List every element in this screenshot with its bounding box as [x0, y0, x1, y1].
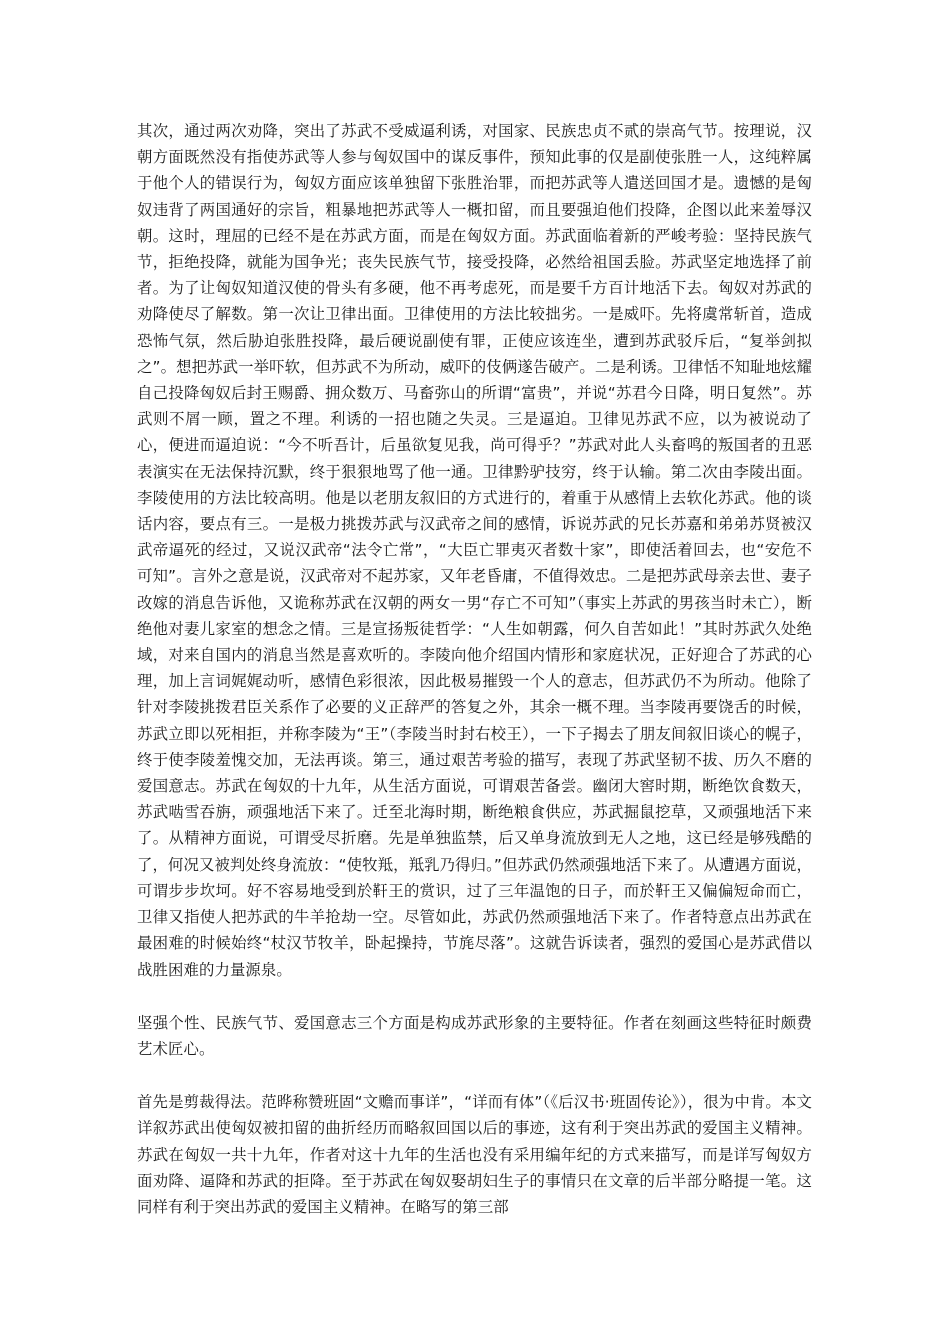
document-page: [137, 118, 812, 1220]
paragraph-body-3: 首先是剪裁得法。范晔称赞班固“文赡而事详”，“详而有体”（《后汉书·班固传论》），很为中肯。本文详叙苏武出使匈奴被扣留的曲折经历而略叙回国以后的事迹，这有利于突出苏武的爱国主义精神。苏武在匈奴一共十九年，作者对这十九年的生活也没有采用编年纪的方式来描写，而是详写匈奴方面劝降、逼降和苏武的拒降。至于苏武在匈奴娶胡妇生子的事情只在文章的后半部分略提一笔。这同样有利于突出苏武的爱国主义精神。在略写的第三部: [137, 1093, 812, 1216]
paragraph-body-2: 坚强个性、民族气节、爱国意志三个方面是构成苏武形象的主要特征。作者在刻画这些特征时颇费艺术匠心。: [137, 1013, 812, 1058]
paragraph-body-1: 其次，通过两次劝降，突出了苏武不受威逼利诱，对国家、民族忠贞不贰的崇高气节。按理说，汉朝方面既然没有指使苏武等人参与匈奴国中的谋反事件，预知此事的仅是副使张胜一人，这纯粹属于他个人的错误行为，匈奴方面应该单独留下张胜治罪，而把苏武等人遣送回国才是。遗憾的是匈奴违背了两国通好的宗旨，粗暴地把苏武等人一概扣留，而且要强迫他们投降，企图以此来羞辱汉朝。这时，理屈的已经不是在苏武方面，而是在匈奴方面。苏武面临着新的严峻考验：坚持民族气节，拒绝投降，就能为国争光；丧失民族气节，接受投降，必然给祖国丢脸。苏武坚定地选择了前者。为了让匈奴知道汉使的骨头有多硬，他不再考虑死，而是要千方百计地活下去。匈奴对苏武的劝降使尽了解数。第一次让卫律出面。卫律使用的方法比较拙劣。一是威吓。先将虞常斩首，造成恐怖气氛，然后胁迫张胜投降，最后硬说副使有罪，正使应该连坐，遭到苏武驳斥后，“复举剑拟之”。想把苏武一举吓软，但苏武不为所动，威吓的伎俩遂告破产。二是利诱。卫律恬不知耻地炫耀自己投降匈奴后封王赐爵、拥众数万、马畜弥山的所谓“富贵”，并说“苏君今日降，明日复然”。苏武则不屑一顾，置之不理。利诱的一招也随之失灵。三是逼迫。卫律见苏武不应，以为被说动了心，便进而逼迫说：“今不听吾计，后虽欲复见我，尚可得乎？”苏武对此人头畜鸣的叛国者的丑恶表演实在无法保持沉默，终于狠狠地骂了他一通。卫律黔驴技穷，终于认输。第二次由李陵出面。李陵使用的方法比较高明。他是以老朋友叙旧的方式进行的，着重于从感情上去软化苏武。他的谈话内容，要点有三。一是极力挑拨苏武与汉武帝之间的感情，诉说苏武的兄长苏嘉和弟弟苏贤被汉武帝逼死的经过，又说汉武帝“法令亡常”，“大臣亡罪夷灭者数十家”，即使活着回去，也“安危不可知”。言外之意是说，汉武帝对不起苏家，又年老昏庸，不值得效忠。二是把苏武母亲去世、妻子改嫁的消息告诉他，又诡称苏武在汉朝的两女一男“存亡不可知”（事实上苏武的男孩当时未亡），断绝他对妻儿家室的想念之情。三是宣扬叛徒哲学：“人生如朝露，何久自苦如此！”其时苏武久处绝域，对来自国内的消息当然是喜欢听的。李陵向他介绍国内情形和家庭状况，正好迎合了苏武的心理，加上言词娓娓动听，感情色彩很浓，因此极易摧毁一个人的意志，但苏武仍不为所动。他除了针对李陵挑拨君臣关系作了必要的义正辞严的答复之外，其余一概不理。当李陵再要饶舌的时候，苏武立即以死相拒，并称李陵为“王”（李陵当时封右校王），一下子揭去了朋友间叙旧谈心的幌子，终于使李陵羞愧交加，无法再谈。第三，通过艰苦考验的描写，表现了苏武坚韧不拔、历久不磨的爱国意志。苏武在匈奴的十九年，从生活方面说，可谓艰苦备尝。幽闭大窖时期，断绝饮食数天，苏武啮雪吞旃，顽强地活下来了。迁至北海时期，断绝粮食供应，苏武掘鼠挖草，又顽强地活下来了。从精神方面说，可谓受尽折磨。先是单独监禁，后又单身流放到无人之地，这已经是够残酷的了，何况又被判处终身流放：“使牧羝，羝乳乃得归。”但苏武仍然顽强地活下来了。从遭遇方面说，可谓步步坎坷。好不容易地受到於靬王的赏识，过了三年温饱的日子，而於靬王又偏偏短命而亡，卫律又指使人把苏武的牛羊抢劫一空。尽管如此，苏武仍然顽强地活下来了。作者特意点出苏武在最困难的时候始终“杖汉节牧羊，卧起操持，节旄尽落”。这就告诉读者，强烈的爱国心是苏武借以战胜困难的力量源泉。: [137, 122, 812, 979]
